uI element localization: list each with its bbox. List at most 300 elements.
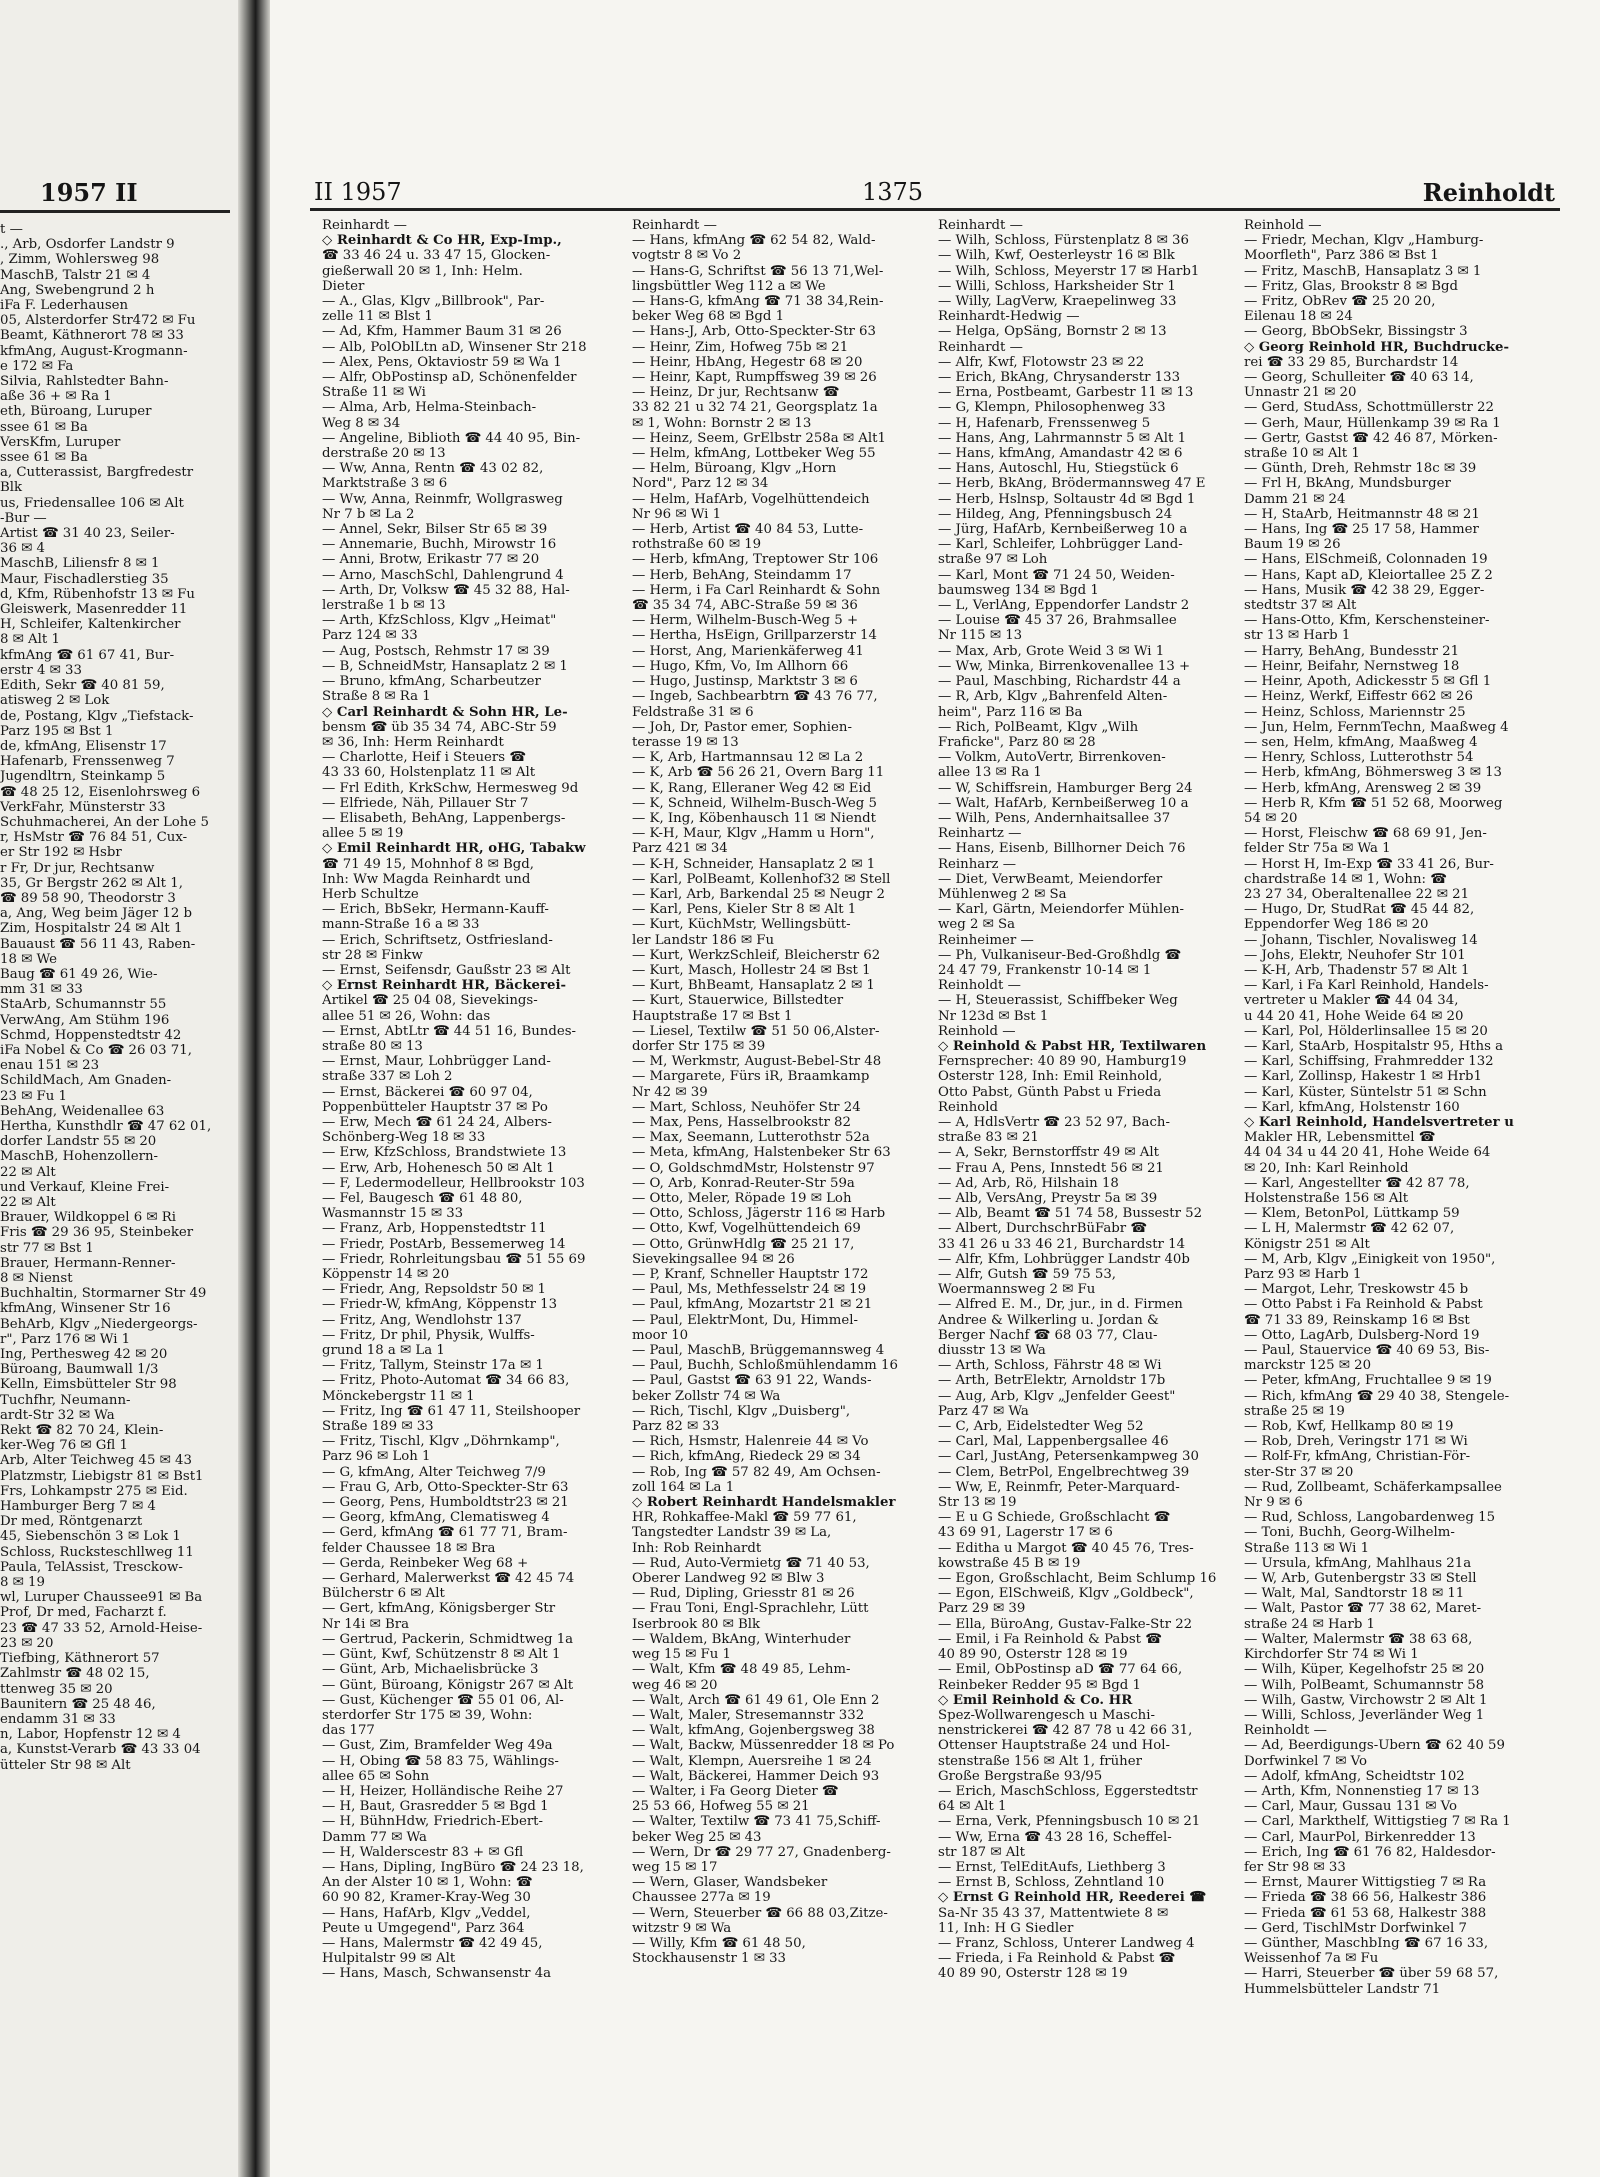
directory-entry-line: Reinhardt-Hedwig — [938, 309, 1080, 325]
directory-entry-line: — Erich, MaschSchloss, Eggerstedtstr [938, 1783, 1198, 1799]
directory-entry-line: — Hans, HafArb, Klgv „Veddel, [322, 1905, 531, 1921]
directory-entry-line: kfmAng, August-Krogmann- [0, 343, 188, 359]
directory-entry-line: — Franz, Schloss, Unterer Landweg 4 [938, 1935, 1195, 1951]
directory-entry-line: ◇ Reinhardt & Co HR, Exp-Imp., [322, 233, 562, 249]
directory-entry-line: — Karl, Mont ☎ 71 24 50, Weiden- [938, 567, 1175, 583]
directory-entry-line: — Walt, Mal, Sandtorstr 18 ✉ 11 [1244, 1586, 1465, 1602]
directory-entry-line: — Heinr, Kapt, Rumpffsweg 39 ✉ 26 [632, 370, 877, 386]
directory-entry-line: ◇ Carl Reinhardt & Sohn HR, Le- [322, 704, 568, 720]
directory-entry-line: — Rud, Zollbeamt, Schäferkampsallee [1244, 1479, 1502, 1495]
directory-entry-line: Parz 93 ✉ Harb 1 [1244, 1267, 1362, 1283]
directory-entry-line: Straße 113 ✉ Wi 1 [1244, 1540, 1370, 1556]
directory-entry-line: — Frieda ☎ 61 53 68, Halkestr 388 [1244, 1905, 1487, 1921]
directory-entry-line: 22 ✉ Alt [0, 1195, 56, 1210]
directory-entry-line: — Friedr, Ang, Repsoldstr 50 ✉ 1 [322, 1282, 546, 1298]
directory-entry-line: — Kurt, WerkzSchleif, Bleicherstr 62 [632, 947, 881, 963]
directory-entry-line: 35, Gr Bergstr 262 ✉ Alt 1, [0, 875, 183, 891]
directory-entry-line: — Karl, Arb, Barkendal 25 ✉ Neugr 2 [632, 886, 885, 902]
directory-entry-line: Baum 19 ✉ 26 [1244, 537, 1341, 553]
directory-entry-line: — Herb, BehAng, Steindamm 17 [632, 567, 852, 583]
directory-entry-line: Reinholdt — [938, 978, 1021, 994]
directory-entry-line: weg 46 ✉ 20 [632, 1677, 718, 1693]
directory-entry-line: ☎ 71 33 89, Reinskamp 16 ✉ Bst [1244, 1312, 1470, 1328]
directory-entry-line: — Helm, HafArb, Vogelhüttendeich [632, 491, 870, 507]
directory-entry-line: — Toni, Buchh, Georg-Wilhelm- [1244, 1525, 1455, 1541]
directory-entry-line: — Paul, Gastst ☎ 63 91 22, Wands- [632, 1373, 872, 1389]
directory-entry-line: Hamburger Berg 7 ✉ 4 [0, 1499, 156, 1515]
directory-entry-line: Eilenau 18 ✉ 24 [1244, 309, 1353, 325]
directory-entry-line: marckstr 125 ✉ 20 [1244, 1358, 1372, 1374]
directory-entry-line: ✉ 1, Wohn: Bornstr 2 ✉ 13 [632, 415, 812, 431]
directory-entry-line: allee 65 ✉ Sohn [322, 1768, 430, 1784]
directory-entry-line: — H, Walderscestr 83 + ✉ Gfl [322, 1844, 524, 1860]
directory-entry-line: r", Parz 176 ✉ Wi 1 [0, 1331, 131, 1347]
directory-entry-line: diusstr 13 ✉ Wa [938, 1343, 1046, 1359]
directory-entry-line: — Karl, StaArb, Hospitalstr 95, Hths a [1244, 1038, 1504, 1054]
directory-entry-line: — G, kfmAng, Alter Teichweg 7/9 [322, 1464, 546, 1480]
directory-entry-line: Osterstr 128, Inh: Emil Reinhold, [938, 1069, 1163, 1085]
directory-entry-line: Fernsprecher: 40 89 90, Hamburg19 [938, 1054, 1187, 1070]
directory-entry-line: — Paul, ElektrMont, Du, Himmel- [632, 1312, 858, 1328]
directory-entry-line: Hafenarb, Frenssenweg 7 [0, 754, 175, 770]
directory-entry-line: Reinhartz — [938, 826, 1022, 842]
directory-entry-line: — Horst, Fleischw ☎ 68 69 91, Jen- [1244, 826, 1487, 842]
directory-entry-line: straße 80 ✉ 13 [322, 1038, 423, 1054]
directory-entry-line: 8 ✉ Alt 1 [0, 632, 60, 648]
directory-entry-line: — Günt, Arb, Michaelisbrücke 3 [322, 1662, 539, 1678]
directory-entry-line: Parz 82 ✉ 33 [632, 1419, 720, 1435]
directory-entry-line: — Ernst, Maurer Wittigstieg 7 ✉ Ra [1244, 1875, 1487, 1891]
directory-entry-line: — H, Heizer, Holländische Reihe 27 [322, 1783, 564, 1799]
directory-entry-line: — Ernst B, Schloss, Zehntland 10 [938, 1875, 1165, 1891]
directory-entry-line: Schönberg-Weg 18 ✉ 33 [322, 1130, 486, 1146]
directory-entry-line: iFa F. Lederhausen [0, 298, 129, 314]
directory-entry-line: weg 15 ✉ Fu 1 [632, 1647, 731, 1663]
directory-entry-line: — K, Ing, Köbenhausch 11 ✉ Niendt [632, 810, 877, 826]
directory-entry-line: 40 89 90, Osterstr 128 ✉ 19 [938, 1647, 1128, 1663]
directory-entry-line: Artikel ☎ 25 04 08, Sievekings- [322, 993, 538, 1009]
directory-entry-line: Beamt, Käthnerort 78 ✉ 33 [0, 328, 184, 344]
directory-entry-line: Jugendltrn, Steinkamp 5 [0, 769, 166, 785]
directory-entry-line: ◇ Ernst G Reinhold HR, Reederei ☎ [938, 1890, 1206, 1906]
directory-entry-line: — sen, Helm, kfmAng, Maaßweg 4 [1244, 734, 1478, 750]
directory-entry-line: — Walt, Arch ☎ 61 49 61, Ole Enn 2 [632, 1692, 880, 1708]
directory-entry-line: — Rud, Schloss, Langobardenweg 15 [1244, 1510, 1496, 1526]
directory-entry-line: Berger Nachf ☎ 68 03 77, Clau- [938, 1327, 1158, 1343]
directory-entry-line: — H, Baut, Grasredder 5 ✉ Bgd 1 [322, 1799, 549, 1815]
directory-entry-line: — Joh, Dr, Pastor emer, Sophien- [632, 719, 852, 735]
directory-entry-line: — Harri, Steuerber ☎ über 59 68 57, [1244, 1966, 1499, 1982]
directory-entry-line: Artist ☎ 31 40 23, Seiler- [0, 526, 175, 542]
directory-entry-line: — Jürg, HafArb, Kernbeißerweg 10 a [938, 522, 1188, 538]
directory-entry-line: — Ad, Arb, Rö, Hilshain 18 [938, 1175, 1119, 1191]
directory-entry-line: ✉ 36, Inh: Herm Reinhardt [322, 734, 504, 750]
directory-entry-line: — H, Hafenarb, Frenssenweg 5 [938, 415, 1151, 431]
directory-entry-line: — Herm, i Fa Carl Reinhardt & Sohn [632, 582, 881, 598]
directory-entry-line: — Ww, Anna, Rentn ☎ 43 02 82, [322, 461, 544, 477]
directory-entry-line: ütteler Str 98 ✉ Alt [0, 1757, 131, 1773]
directory-entry-line: de, kfmAng, Elisenstr 17 [0, 738, 167, 754]
directory-entry-line: enau 151 ✉ 23 [0, 1058, 100, 1074]
directory-entry-line: ssee 61 ✉ Ba [0, 450, 88, 466]
directory-entry-line: — Paul, MaschB, Brüggemannsweg 4 [632, 1343, 885, 1359]
directory-entry-line: wl, Luruper Chaussee91 ✉ Ba [0, 1590, 203, 1606]
directory-entry-line: ttenweg 35 ✉ 20 [0, 1681, 113, 1697]
directory-entry-line: ssee 61 ✉ Ba [0, 419, 88, 435]
page-number: 1375 [862, 178, 924, 206]
directory-entry-line: — Hans, Eisenb, Billhorner Deich 76 [938, 841, 1186, 857]
directory-entry-line: — Gerd, StudAss, Schottmüllerstr 22 [1244, 400, 1494, 416]
directory-entry-line: ster-Str 37 ✉ 20 [1244, 1464, 1354, 1480]
directory-entry-line: Spez-Wollwarengesch u Maschi- [938, 1707, 1155, 1723]
directory-entry-line: ◇ Ernst Reinhardt HR, Bäckerei- [322, 978, 567, 994]
directory-entry-line: VerkFahr, Münsterstr 33 [0, 799, 166, 815]
directory-entry-line: kowstraße 45 B ✉ 19 [938, 1555, 1081, 1571]
directory-entry-line: ☎ 71 49 15, Mohnhof 8 ✉ Bgd, [322, 856, 534, 872]
directory-entry-line: , Zimm, Wohlersweg 98 [0, 252, 160, 268]
left-page-column [0, 222, 230, 1773]
directory-entry-line: 64 ✉ Alt 1 [938, 1799, 1007, 1815]
directory-entry-line: — Paul, Ms, Methfesselstr 24 ✉ 19 [632, 1282, 867, 1298]
directory-entry-line: — Hans, kfmAng, Amandastr 42 ✉ 6 [938, 446, 1183, 462]
directory-entry-line: Str 13 ✉ 19 [938, 1495, 1017, 1511]
directory-entry-line: — Carl, JustAng, Petersenkampweg 30 [938, 1449, 1199, 1465]
directory-entry-line: — Gertrud, Packerin, Schmidtweg 1a [322, 1631, 574, 1647]
directory-entry-line: — Otto Pabst i Fa Reinhold & Pabst [1244, 1297, 1483, 1313]
directory-entry-line: — Rob, Ing ☎ 57 82 49, Am Ochsen- [632, 1464, 881, 1480]
directory-entry-line: witzstr 9 ✉ Wa [632, 1920, 732, 1936]
directory-entry-line: dorfer Str 175 ✉ 39 [632, 1038, 766, 1054]
directory-entry-line: — Otto, Meler, Röpade 19 ✉ Loh [632, 1191, 852, 1206]
directory-entry-line: — M, Werkmstr, August-Bebel-Str 48 [632, 1054, 882, 1070]
directory-entry-line: iFa Nobel & Co ☎ 26 03 71, [0, 1042, 192, 1058]
directory-entry-line: zelle 11 ✉ Blst 1 [322, 309, 433, 325]
directory-entry-line: Ottenser Hauptstraße 24 und Hol- [938, 1738, 1171, 1754]
directory-entry-line: — A, HdlsVertr ☎ 23 52 97, Bach- [938, 1114, 1170, 1130]
directory-entry-line: Baunitern ☎ 25 48 46, [0, 1696, 156, 1712]
directory-entry-line: Dorfwinkel 7 ✉ Vo [1244, 1753, 1367, 1769]
directory-entry-line: — Frau A, Pens, Innstedt 56 ✉ 21 [938, 1160, 1164, 1176]
directory-entry-line: Schuhmacherei, An der Lohe 5 [0, 814, 209, 830]
directory-entry-line: Mühlenweg 2 ✉ Sa [938, 886, 1067, 902]
directory-entry-line: 40 89 90, Osterstr 128 ✉ 19 [938, 1966, 1128, 1982]
directory-entry-line: — Egon, ElSchweiß, Klgv „Goldbeck", [938, 1586, 1194, 1602]
directory-entry-line: — Hans, Ang, Lahrmannstr 5 ✉ Alt 1 [938, 430, 1187, 446]
directory-entry-line: 11, Inh: H G Siedler [938, 1920, 1074, 1936]
directory-entry-line: — Jun, Helm, FernmTechn, Maaßweg 4 [1244, 719, 1509, 735]
directory-entry-line: Eppendorfer Weg 186 ✉ 20 [1244, 917, 1429, 933]
directory-entry-line: — H, StaArb, Heitmannstr 48 ✉ 21 [1244, 506, 1480, 522]
directory-entry-line: — H, Obing ☎ 58 83 75, Wählings- [322, 1753, 559, 1769]
directory-entry-line: Bülcherstr 6 ✉ Alt [322, 1586, 445, 1602]
directory-entry-line: — Wilh, PolBeamt, Schumannstr 58 [1244, 1677, 1485, 1693]
directory-entry-line: str 28 ✉ Finkw [322, 947, 423, 963]
directory-entry-line: Dr med, Röntgenarzt [0, 1514, 143, 1530]
directory-entry-line: — Gust, Küchenger ☎ 55 01 06, Al- [322, 1692, 564, 1708]
directory-entry-line: — Editha u Margot ☎ 40 45 76, Tres- [938, 1540, 1194, 1556]
directory-entry-line: — Erich, BbSekr, Hermann-Kauff- [322, 902, 549, 918]
directory-entry-line: baumsweg 134 ✉ Bgd 1 [938, 582, 1099, 598]
directory-entry-line: Reinheimer — [938, 932, 1034, 948]
directory-entry-line: Holstenstraße 156 ✉ Alt [1244, 1191, 1409, 1206]
directory-entry-line: ◇ Reinhold & Pabst HR, Textilwaren [938, 1038, 1207, 1054]
directory-entry-line: — Rich, Tischl, Klgv „Duisberg", [632, 1403, 851, 1419]
directory-entry-line: 45, Siebenschön 3 ✉ Lok 1 [0, 1529, 181, 1545]
directory-entry-line: Reinhold — [1244, 218, 1322, 233]
directory-entry-line: — Mart, Schloss, Neuhöfer Str 24 [632, 1099, 861, 1115]
directory-entry-line: — Hans, kfmAng ☎ 62 54 82, Wald- [632, 233, 876, 249]
directory-entry-line: — Hans, Masch, Schwansenstr 4a [322, 1966, 552, 1982]
directory-entry-line: — F, Ledermodelleur, Hellbrookstr 103 [322, 1175, 585, 1191]
header-rule [0, 210, 230, 213]
directory-entry-line: beker Weg 68 ✉ Bgd 1 [632, 309, 785, 325]
directory-entry-line: — Herm, Wilhelm-Busch-Weg 5 + [632, 613, 859, 629]
directory-entry-line: grund 18 a ✉ La 1 [322, 1343, 445, 1359]
directory-entry-line: — Rich, Hsmstr, Halenreie 44 ✉ Vo [632, 1434, 869, 1450]
directory-entry-line: Weg 8 ✉ 34 [322, 415, 401, 431]
directory-entry-line: lerstraße 1 b ✉ 13 [322, 598, 446, 614]
directory-entry-line: Schloss, Rucksteschllweg 11 [0, 1544, 194, 1560]
directory-entry-line: ✉ 20, Inh: Karl Reinhold [1244, 1160, 1409, 1176]
directory-entry-line: — Alfr, Kfm, Lohbrügger Landstr 40b [938, 1251, 1190, 1267]
directory-entry-line: — Gerd, kfmAng ☎ 61 77 71, Bram- [322, 1525, 568, 1541]
directory-entry-line: — Frl Edith, KrkSchw, Hermesweg 9d [322, 780, 579, 796]
directory-entry-line: Hummelsbütteler Landstr 71 [1244, 1981, 1441, 1997]
directory-entry-line: — Heinr, Beifahr, Nernstweg 18 [1244, 658, 1460, 674]
directory-entry-line: — Rich, PolBeamt, Klgv „Wilh [938, 719, 1139, 735]
directory-entry-line: Otto Pabst, Günth Pabst u Frieda [938, 1084, 1162, 1100]
directory-entry-line: Nr 9 ✉ 6 [1244, 1495, 1303, 1511]
directory-column-1 [322, 218, 614, 1982]
directory-entry-line: — Wilh, Schloss, Fürstenplatz 8 ✉ 36 [938, 233, 1189, 249]
directory-entry-line: — Erich, BkAng, Chrysanderstr 133 [938, 370, 1181, 386]
directory-entry-line: Chaussee 277a ✉ 19 [632, 1890, 771, 1906]
directory-entry-line: — Ww, Minka, Birrenkovenallee 13 + [938, 658, 1191, 674]
directory-entry-line: Parz 96 ✉ Loh 1 [322, 1449, 431, 1465]
directory-entry-line: — Herb, kfmAng, Arensweg 2 ✉ 39 [1244, 780, 1482, 796]
left-page-header: 1957 II [40, 178, 138, 207]
directory-entry-line: Parz 195 ✉ Bst 1 [0, 723, 114, 739]
directory-entry-line: straße 24 ✉ Harb 1 [1244, 1616, 1376, 1632]
directory-entry-line: Silvia, Rahlstedter Bahn- [0, 374, 169, 390]
directory-entry-line: Paula, TelAssist, Tresckow- [0, 1559, 183, 1575]
directory-entry-line: sterdorfer Str 175 ✉ 39, Wohn: [322, 1707, 533, 1723]
directory-entry-line: — Arno, MaschSchl, Dahlengrund 4 [322, 567, 564, 583]
directory-entry-line: 23 27 34, Oberaltenallee 22 ✉ 21 [1244, 886, 1470, 902]
directory-entry-line: Reinbeker Redder 95 ✉ Bgd 1 [938, 1677, 1141, 1693]
directory-entry-line: — Diet, VerwBeamt, Meiendorfer [938, 871, 1163, 887]
directory-entry-line: — Ingeb, Sachbearbtrn ☎ 43 76 77, [632, 689, 878, 705]
directory-column-4 [1244, 218, 1536, 1997]
directory-entry-line: — Helga, OpSäng, Bornstr 2 ✉ 13 [938, 324, 1167, 340]
directory-entry-line: — Heinz, Dr jur, Rechtsanw ☎ [632, 385, 840, 401]
directory-entry-line: Gleiswerk, Masenredder 11 [0, 602, 188, 618]
directory-entry-line: — Adolf, kfmAng, Scheidtstr 102 [1244, 1768, 1465, 1784]
directory-entry-line: — Walter, Malermstr ☎ 38 63 68, [1244, 1631, 1473, 1647]
directory-entry-line: — Carl, Markthelf, Wittigstieg 7 ✉ Ra 1 [1244, 1814, 1511, 1830]
directory-entry-line: stenstraße 156 ✉ Alt 1, früher [938, 1753, 1142, 1769]
directory-entry-line: straße 97 ✉ Loh [938, 552, 1048, 568]
directory-entry-line: — Walt, Backw, Müssenredder 18 ✉ Po [632, 1738, 895, 1754]
directory-entry-line: — L, VerlAng, Eppendorfer Landstr 2 [938, 598, 1190, 614]
directory-entry-line: — Gerd, TischlMstr Dorfwinkel 7 [1244, 1920, 1467, 1936]
directory-entry-line: e 172 ✉ Fa [0, 358, 74, 374]
directory-entry-line: — Karl, kfmAng, Holstenstr 160 [1244, 1099, 1460, 1115]
directory-entry-line: — Peter, kfmAng, Fruchtallee 9 ✉ 19 [1244, 1373, 1492, 1389]
directory-entry-line: — Frau Toni, Engl-Sprachlehr, Lütt [632, 1601, 869, 1617]
directory-entry-line: — Georg, kfmAng, Clematisweg 4 [322, 1510, 550, 1526]
directory-entry-line: — Hans-G, Schriftst ☎ 56 13 71,Wel- [632, 263, 884, 279]
directory-entry-line: — K, Arb ☎ 56 26 21, Overn Barg 11 [632, 765, 885, 781]
directory-entry-line: — Ph, Vulkaniseur-Bed-Großhdlg ☎ [938, 947, 1182, 963]
directory-entry-line: Rekt ☎ 82 70 24, Klein- [0, 1423, 164, 1439]
directory-entry-line: kfmAng, Winsener Str 16 [0, 1301, 171, 1317]
directory-entry-line: — Hugo, Kfm, Vo, Im Allhorn 66 [632, 658, 849, 674]
directory-entry-line: — Ernst, Bäckerei ☎ 60 97 04, [322, 1084, 533, 1100]
directory-entry-line: — Otto, Schloss, Jägerstr 116 ✉ Harb [632, 1206, 886, 1222]
directory-entry-line: — Georg, BbObSekr, Bissingstr 3 [1244, 324, 1468, 340]
directory-entry-line: 8 ✉ 19 [0, 1575, 45, 1591]
directory-entry-line: — Walt, Kfm ☎ 48 49 85, Lehm- [632, 1662, 851, 1678]
directory-entry-line: — H, Steuerassist, Schiffbeker Weg [938, 993, 1178, 1009]
directory-entry-line: — Helm, Büroang, Klgv „Horn [632, 461, 837, 477]
directory-entry-line: — A, Sekr, Bernstorffstr 49 ✉ Alt [938, 1145, 1159, 1161]
directory-entry-line: — Emil, ObPostinsp aD ☎ 77 64 66, [938, 1662, 1183, 1678]
directory-entry-line: — Emil, i Fa Reinhold & Pabst ☎ [938, 1631, 1162, 1647]
directory-entry-line: ☎ 48 25 12, Eisenlohrsweg 6 [0, 784, 201, 800]
directory-entry-line: straße 83 ✉ 21 [938, 1130, 1039, 1146]
directory-entry-line: — Frl H, BkAng, Mundsburger [1244, 476, 1451, 492]
directory-entry-line: — E u G Schiede, Großschlacht ☎ [938, 1510, 1171, 1526]
page-year-header: II 1957 [314, 178, 402, 206]
directory-entry-line: — Frieda ☎ 38 66 56, Halkestr 386 [1244, 1890, 1487, 1906]
directory-entry-line: — Heinr, HbAng, Hegestr 68 ✉ 20 [632, 354, 863, 370]
directory-entry-line: — O, GoldschmdMstr, Holstenstr 97 [632, 1160, 875, 1176]
directory-entry-line: — Herb, Artist ☎ 40 84 53, Lutte- [632, 522, 864, 538]
directory-entry-line: Moorfleth", Parz 386 ✉ Bst 1 [1244, 248, 1439, 264]
directory-entry-line: 43 33 60, Holstenplatz 11 ✉ Alt [322, 765, 536, 781]
directory-entry-line: — Wilh, Kwf, Oesterleystr 16 ✉ Blk [938, 248, 1175, 264]
directory-entry-line: — W, Schiffsrein, Hamburger Berg 24 [938, 780, 1193, 796]
directory-entry-line: — K, Rang, Elleraner Weg 42 ✉ Eid [632, 780, 872, 796]
directory-entry-line: beker Weg 25 ✉ 43 [632, 1829, 762, 1845]
directory-entry-line: — Erich, Schriftsetz, Ostfriesland- [322, 932, 553, 948]
directory-entry-line: Straße 11 ✉ Wi [322, 385, 426, 401]
directory-entry-line: ☎ 35 34 74, ABC-Straße 59 ✉ 36 [632, 598, 858, 614]
directory-entry-line: — L H, Malermstr ☎ 42 62 07, [1244, 1221, 1455, 1237]
directory-entry-line: eth, Büroang, Luruper [0, 404, 152, 420]
directory-entry-line: — Wilh, Pens, Andernhaitsallee 37 [938, 810, 1171, 826]
directory-entry-line: — K-H, Maur, Klgv „Hamm u Horn", [632, 826, 875, 842]
directory-entry-line: 54 ✉ 20 [1244, 810, 1298, 826]
directory-entry-line: — Herb R, Kfm ☎ 51 52 68, Moorweg [1244, 795, 1503, 811]
directory-entry-line: Edith, Sekr ☎ 40 81 59, [0, 678, 165, 694]
directory-entry-line: — Erw, Arb, Hohenesch 50 ✉ Alt 1 [322, 1160, 555, 1176]
directory-entry-line: Andree & Wilkerling u. Jordan & [938, 1312, 1159, 1328]
directory-entry-line: Maur, Fischadlerstieg 35 [0, 571, 169, 587]
directory-entry-line: — Ernst, Maur, Lohbrügger Land- [322, 1054, 551, 1070]
directory-entry-line: — Carl, MaurPol, Birkenredder 13 [1244, 1829, 1476, 1845]
directory-entry-line: — Karl, Schiffsing, Frahmredder 132 [1244, 1054, 1494, 1070]
directory-entry-line: 05, Alsterdorfer Str472 ✉ Fu [0, 313, 196, 329]
directory-entry-line: — Hildeg, Ang, Pfenningsbusch 24 [938, 506, 1173, 522]
directory-entry-line: — Friedr, Rohrleitungsbau ☎ 51 55 69 [322, 1251, 586, 1267]
directory-entry-line: Prof, Dr med, Facharzt f. [0, 1605, 167, 1621]
directory-entry-line: — Karl, Schleifer, Lohbrügger Land- [938, 537, 1183, 553]
directory-entry-line: Arb, Alter Teichweg 45 ✉ 43 [0, 1453, 192, 1469]
directory-entry-line: Ing, Perthesweg 42 ✉ 20 [0, 1347, 168, 1363]
directory-entry-line: Brauer, Wildkoppel 6 ✉ Ri [0, 1210, 177, 1226]
directory-entry-line: — Ernst, TelEditAufs, Liethberg 3 [938, 1859, 1166, 1875]
directory-entry-line: — Walt, Bäckerei, Hammer Deich 93 [632, 1768, 880, 1784]
directory-entry-line: — Ww, Erna ☎ 43 28 16, Scheffel- [938, 1829, 1172, 1845]
directory-column-2 [632, 218, 924, 1966]
directory-entry-line: — Rud, Auto-Vermietg ☎ 71 40 53, [632, 1555, 870, 1571]
directory-entry-line: VerwAng, Am Stühm 196 [0, 1012, 170, 1028]
directory-entry-line: Zim, Hospitalstr 24 ✉ Alt 1 [0, 921, 183, 937]
directory-entry-line: — Otto, GrünwHdlg ☎ 25 21 17, [632, 1236, 855, 1252]
directory-entry-line: endamm 31 ✉ 33 [0, 1711, 116, 1727]
directory-entry-line: — Heinz, Werkf, Eiffestr 662 ✉ 26 [1244, 689, 1473, 705]
directory-entry-line: Fris ☎ 29 36 95, Steinbeker [0, 1225, 194, 1241]
directory-entry-line: fer Str 98 ✉ 33 [1244, 1859, 1346, 1875]
directory-entry-line: — Alfr, Gutsh ☎ 59 75 53, [938, 1267, 1117, 1283]
directory-entry-line: Ang, Swebengrund 2 h [0, 282, 155, 298]
directory-entry-line: a, Ang, Weg beim Jäger 12 b [0, 906, 193, 922]
directory-entry-line: — Fel, Baugesch ☎ 61 48 80, [322, 1191, 523, 1206]
directory-entry-line: Parz 124 ✉ 33 [322, 628, 418, 644]
directory-entry-line: Tiefbing, Käthnerort 57 [0, 1651, 160, 1667]
directory-entry-line: — Willy, LagVerw, Kraepelinweg 33 [938, 294, 1177, 310]
directory-entry-line: mm 31 ✉ 33 [0, 982, 83, 998]
directory-entry-line: kfmAng ☎ 61 67 41, Bur- [0, 647, 175, 663]
directory-entry-line: Zahlmstr ☎ 48 02 15, [0, 1666, 150, 1682]
directory-entry-line: — Meta, kfmAng, Halstenbeker Str 63 [632, 1145, 891, 1161]
directory-entry-line: r, HsMstr ☎ 76 84 51, Cux- [0, 830, 188, 846]
directory-entry-line: rothstraße 60 ✉ 19 [632, 537, 762, 553]
directory-entry-line: — Hans-Otto, Kfm, Kerschensteiner- [1244, 613, 1490, 629]
directory-entry-line: 44 04 34 u 44 20 41, Hohe Weide 64 [1244, 1145, 1491, 1161]
directory-entry-line: 43 69 91, Lagerstr 17 ✉ 6 [938, 1525, 1113, 1541]
directory-entry-line: und Verkauf, Kleine Frei- [0, 1179, 170, 1195]
directory-entry-line: — K-H, Arb, Thadenstr 57 ✉ Alt 1 [1244, 962, 1470, 978]
directory-entry-line: — Paul, Maschbing, Richardstr 44 a [938, 674, 1181, 690]
directory-entry-line: — Walt, kfmAng, Gojenbergsweg 38 [632, 1723, 875, 1739]
directory-entry-line: — Paul, Buchh, Schloßmühlendamm 16 [632, 1358, 898, 1374]
directory-entry-line: — Frau G, Arb, Otto-Speckter-Str 63 [322, 1479, 569, 1495]
directory-entry-line: ☎ 33 46 24 u. 33 47 15, Glocken- [322, 248, 551, 264]
directory-entry-line: Brauer, Hermann-Renner- [0, 1255, 176, 1271]
directory-entry-line: H, Schleifer, Kaltenkircher [0, 617, 181, 633]
directory-entry-line: Reinhardt — [632, 218, 717, 233]
directory-entry-line: straße 25 ✉ 19 [1244, 1403, 1345, 1419]
directory-entry-line: — Erw, Mech ☎ 61 24 24, Albers- [322, 1114, 552, 1130]
directory-entry-line: — Fritz, MaschB, Hansaplatz 3 ✉ 1 [1244, 263, 1482, 279]
directory-entry-line: — Fritz, Ang, Wendlohstr 137 [322, 1312, 522, 1328]
directory-entry-line: 24 47 79, Frankenstr 10-14 ✉ 1 [938, 962, 1152, 978]
directory-entry-line: moor 10 [632, 1327, 689, 1343]
directory-entry-line: — Alma, Arb, Helma-Steinbach- [322, 400, 537, 416]
directory-entry-line: — A., Glas, Klgv „Billbrook", Par- [322, 294, 545, 310]
directory-entry-line: — Ww, Anna, Reinmfr, Wollgrasweg [322, 491, 563, 507]
directory-entry-line: 22 ✉ Alt [0, 1164, 56, 1180]
directory-entry-line: erstr 4 ✉ 33 [0, 662, 82, 678]
directory-entry-line: — Walter, i Fa Georg Dieter ☎ [632, 1783, 839, 1799]
directory-entry-line: Straße 8 ✉ Ra 1 [322, 689, 431, 705]
directory-entry-line: — Ad, Kfm, Hammer Baum 31 ✉ 26 [322, 324, 562, 340]
directory-entry-line: ker-Weg 76 ✉ Gfl 1 [0, 1438, 128, 1454]
directory-entry-line: — Alfred E. M., Dr, jur., in d. Firmen [938, 1297, 1183, 1313]
